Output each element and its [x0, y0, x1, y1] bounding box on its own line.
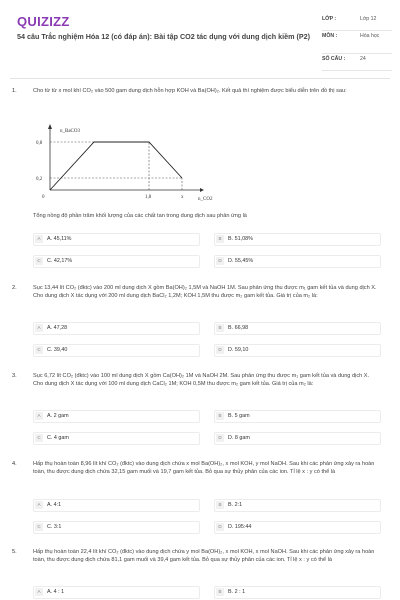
answer-option-b[interactable]	[214, 410, 381, 423]
option-text: C. 39,40	[47, 347, 68, 353]
option-text: C. 42,17%	[47, 258, 73, 264]
chart-y-arrow	[48, 124, 52, 129]
chart-x-axis-label: n_CO2	[198, 197, 213, 202]
option-text: A. 2 gam	[47, 413, 69, 419]
chart-x-arrow	[200, 188, 204, 192]
meta-count-label: SỐ CÂU :	[322, 56, 346, 62]
option-text: D. 55,45%	[228, 258, 254, 264]
option-letter: B	[216, 235, 224, 243]
question-number: 5.	[12, 549, 17, 555]
chart-y-axis-label: n_BaCO3	[60, 129, 80, 134]
question-number: 1.	[12, 88, 17, 94]
answer-option-c[interactable]	[33, 432, 200, 445]
answer-option-c[interactable]	[33, 255, 200, 268]
answer-option-a[interactable]	[33, 410, 200, 423]
meta-panel	[322, 14, 392, 71]
option-text: C. 3:1	[47, 524, 62, 530]
option-text: A. 47,28	[47, 325, 68, 331]
meta-subject-value: Hóa học	[360, 33, 380, 39]
option-letter: C	[35, 523, 43, 531]
chart-tick-label: 0,8	[36, 141, 43, 146]
option-text: D. 59,10	[228, 347, 249, 353]
option-letter: B	[216, 324, 224, 332]
quizizz-logo: QUIZIZZ	[17, 14, 70, 29]
answer-option-b[interactable]	[214, 499, 381, 512]
option-letter: A	[35, 412, 43, 420]
question-text: Hấp thụ hoàn toàn 22,4 lít khí CO₂ (đktc) vào dung dịch chứa y mol Ba(OH)₂, x mol KOH, x mol NaOH. Sau khi các phản ứng xảy ra hoàn toàn, thu được dung dịch chứa 81,1 gam muối và 39,4 gam kết tủa. Bỏ qua sự thủy phân của các ion. Tỉ lệ x : y có thể là	[33, 549, 375, 563]
question-number: 3.	[12, 373, 17, 379]
chart-tick-label: 0,2	[36, 177, 43, 182]
option-letter: B	[216, 588, 224, 596]
meta-subject-row	[322, 31, 392, 54]
option-letter: B	[216, 501, 224, 509]
chart-series-line	[50, 142, 182, 190]
question-text: Sục 13,44 lít CO₂ (đktc) vào 200 ml dung dịch X gồm Ba(OH)₂ 1,5M và NaOH 1M. Sau phản ứng thu được m₁ gam kết tủa và dung dịch X. Cho dung dịch X tác dụng với 200 ml dung dịch BaCl₂ 1,2M; KOH 1,5M thu được m₂ gam kết tủa. Giá trị của m₂ là:	[33, 285, 377, 299]
option-letter: C	[35, 346, 43, 354]
question-text: Cho từ từ x mol khí CO₂ vào 500 gam dung dịch hỗn hợp KOH và Ba(OH)₂. Kết quả thí nghiệm được biểu diễn trên đồ thị sau:	[33, 88, 347, 94]
option-letter: A	[35, 324, 43, 332]
option-letter: C	[35, 257, 43, 265]
option-text: B. 66,98	[228, 325, 249, 331]
meta-count-row	[322, 54, 392, 71]
answer-option-b[interactable]	[214, 322, 381, 335]
answer-option-a[interactable]	[33, 586, 200, 599]
option-text: A. 4 : 1	[47, 589, 65, 595]
option-text: B. 5 gam	[228, 413, 250, 419]
question-1-caption: Tổng nồng độ phần trăm khối lượng của các chất tan trong dung dịch sau phản ứng là	[33, 213, 247, 219]
option-text: B. 2 : 1	[228, 589, 246, 595]
answer-option-d[interactable]	[214, 255, 381, 268]
option-text: A. 45,11%	[47, 236, 72, 242]
option-letter: D	[216, 346, 224, 354]
answer-option-d[interactable]	[214, 432, 381, 445]
answer-option-d[interactable]	[214, 521, 381, 534]
meta-subject-label: MÔN :	[322, 33, 338, 39]
option-letter: D	[216, 434, 224, 442]
option-text: B. 51,08%	[228, 236, 253, 242]
option-text: B. 2:1	[228, 502, 243, 508]
meta-count-value: 24	[360, 56, 366, 62]
question-text: Hấp thụ hoàn toàn 8,96 lít khí CO₂ (đktc) vào dung dịch chứa x mol Ba(OH)₂, x mol KOH, y mol NaOH. Sau khi các phản ứng xảy ra hoàn toàn, thu được dung dịch chứa 32,15 gam muối và 19,7 gam kết tủa. Bỏ qua sự thủy phân của các ion. Tỉ lệ x : y có thể là	[33, 461, 375, 475]
option-text: A. 4:1	[47, 502, 62, 508]
answer-option-b[interactable]	[214, 586, 381, 599]
question-number: 4.	[12, 461, 17, 467]
chart-tick-label: 1,8	[145, 195, 152, 200]
answer-option-c[interactable]	[33, 521, 200, 534]
option-letter: A	[35, 501, 43, 509]
question-1-chart	[30, 122, 220, 202]
page-title: 54 câu Trắc nghiệm Hóa 12 (có đáp án): Bài tập CO2 tác dụng với dung dịch kiềm (P2)	[17, 32, 311, 41]
answer-option-b[interactable]	[214, 233, 381, 246]
option-text: D. 195:44	[228, 524, 252, 530]
answer-option-a[interactable]	[33, 499, 200, 512]
option-letter: C	[35, 434, 43, 442]
option-letter: A	[35, 588, 43, 596]
option-text: D. 8 gam	[228, 435, 250, 441]
meta-class-row	[322, 14, 392, 31]
meta-class-label: LỚP :	[322, 16, 337, 22]
answer-option-d[interactable]	[214, 344, 381, 357]
option-letter: A	[35, 235, 43, 243]
answer-option-c[interactable]	[33, 344, 200, 357]
question-text: Sục 6,72 lít CO₂ (đktc) vào 100 ml dung dịch X gồm Ca(OH)₂ 1M và NaOH 2M. Sau phản ứng thu được m₁ gam kết tủa và dung dịch X. Cho dung dịch X tác dụng với 100 ml dung dịch CaCl₂ 1M; KOH 0,5M thu được m₂ gam kết tủa. Giá trị của m₂ là:	[33, 373, 370, 387]
question-number: 2.	[12, 285, 17, 291]
answer-option-a[interactable]	[33, 233, 200, 246]
page-header	[0, 0, 400, 70]
meta-class-value: Lớp 12	[360, 16, 377, 22]
chart-tick-label: 0	[42, 195, 45, 200]
chart-tick-label: x	[181, 195, 184, 200]
option-letter: D	[216, 523, 224, 531]
option-letter: D	[216, 257, 224, 265]
option-text: C. 4 gam	[47, 435, 69, 441]
option-letter: B	[216, 412, 224, 420]
header-divider	[10, 78, 390, 79]
answer-option-a[interactable]	[33, 322, 200, 335]
